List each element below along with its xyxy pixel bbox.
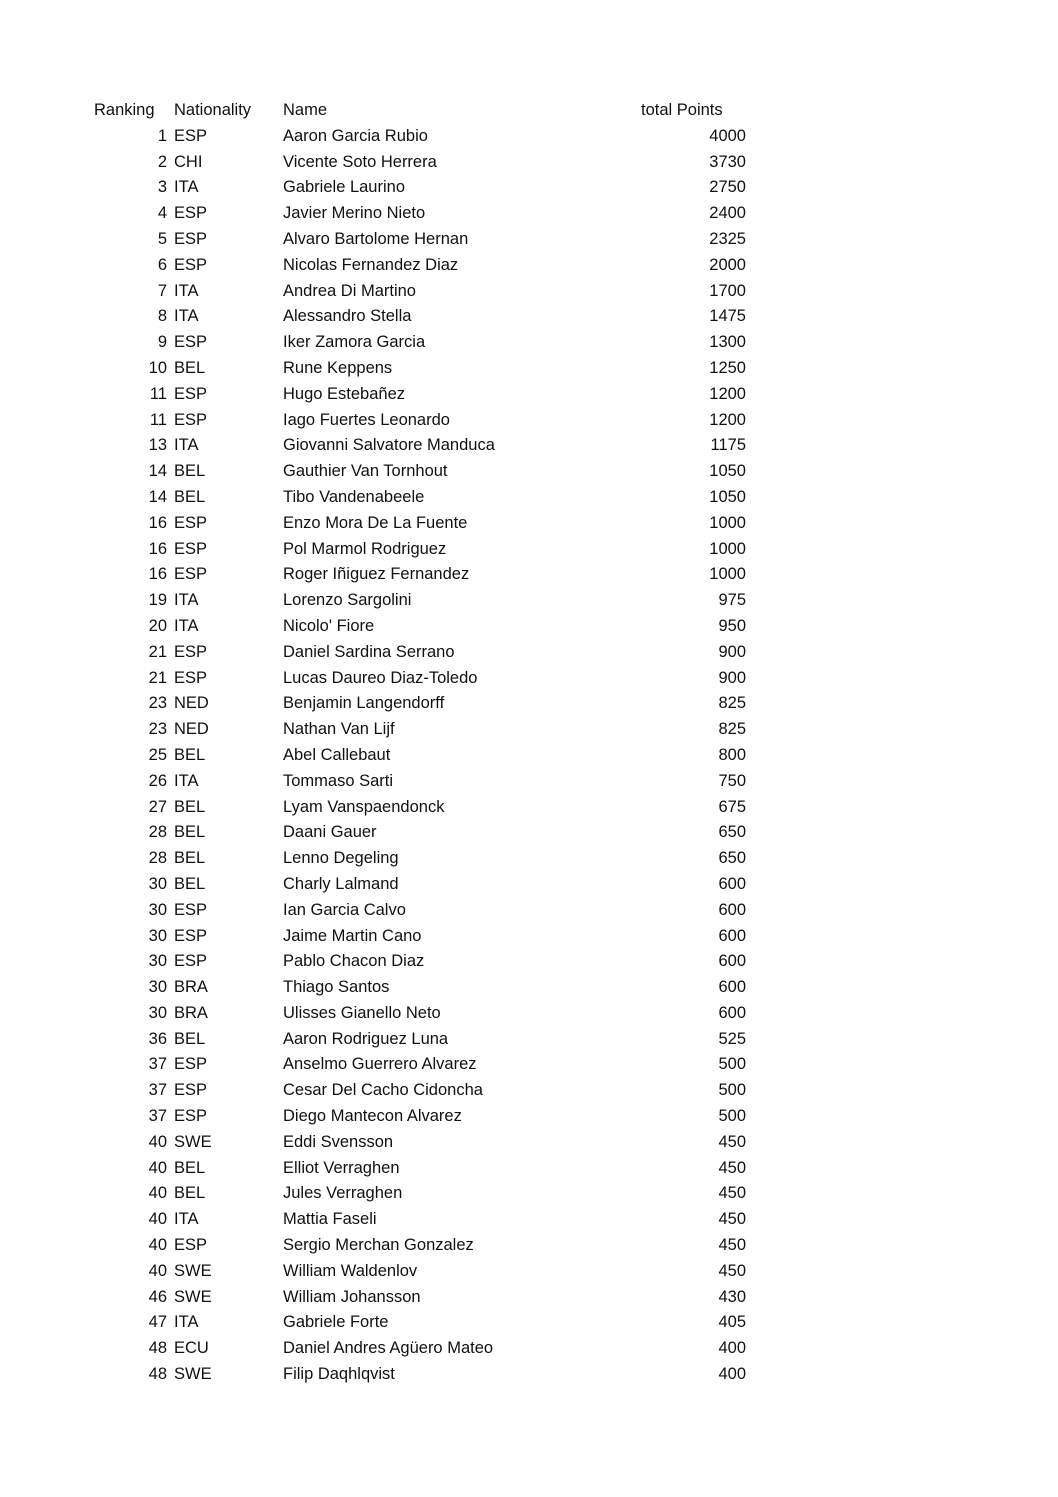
points-cell: 1700 <box>709 281 746 300</box>
nationality-cell: ESP <box>174 565 208 584</box>
table-row <box>0 408 1058 434</box>
ranking-cell: 23 <box>148 694 167 713</box>
table-row <box>0 356 1058 382</box>
name-cell: Sergio Merchan Gonzalez <box>283 1236 474 1255</box>
table-row <box>0 1259 1058 1285</box>
nationality-cell: ESP <box>174 668 208 687</box>
ranking-cell: 40 <box>148 1261 167 1280</box>
points-cell: 600 <box>718 1003 746 1022</box>
nationality-cell: BEL <box>174 797 206 816</box>
points-cell: 800 <box>718 745 746 764</box>
points-cell: 1050 <box>709 487 746 506</box>
header-nationality: Nationality <box>174 101 252 119</box>
nationality-cell: ESP <box>174 513 208 532</box>
nationality-cell: ESP <box>174 642 208 661</box>
table-row <box>0 1130 1058 1156</box>
ranking-cell: 10 <box>148 358 167 377</box>
nationality-cell: BEL <box>174 358 206 377</box>
points-cell: 2325 <box>709 229 746 248</box>
points-cell: 900 <box>718 668 746 687</box>
points-cell: 1000 <box>709 539 746 558</box>
ranking-cell: 40 <box>148 1158 167 1177</box>
table-body <box>0 124 1058 1388</box>
table-row <box>0 1052 1058 1078</box>
points-cell: 1300 <box>709 333 746 352</box>
ranking-cell: 27 <box>148 797 167 816</box>
name-cell: Gabriele Laurino <box>283 178 405 197</box>
nationality-cell: BEL <box>174 1029 206 1048</box>
nationality-cell: ESP <box>174 900 208 919</box>
ranking-cell: 28 <box>148 823 167 842</box>
nationality-cell: ITA <box>174 1313 199 1332</box>
table-row <box>0 124 1058 150</box>
ranking-cell: 37 <box>148 1081 167 1100</box>
name-cell: Nicolas Fernandez Diaz <box>283 255 459 274</box>
table-row <box>0 1336 1058 1362</box>
nationality-cell: BRA <box>174 1003 208 1022</box>
points-cell: 525 <box>718 1029 746 1048</box>
table-row <box>0 304 1058 330</box>
nationality-cell: BEL <box>174 1184 206 1203</box>
name-cell: Daani Gauer <box>283 823 377 842</box>
ranking-cell: 9 <box>157 333 167 352</box>
points-cell: 1000 <box>709 565 746 584</box>
name-cell: Jules Verraghen <box>283 1184 403 1203</box>
table-row <box>0 846 1058 872</box>
nationality-cell: ESP <box>174 126 208 145</box>
table-row <box>0 330 1058 356</box>
points-cell: 1200 <box>709 384 746 403</box>
ranking-cell: 21 <box>148 642 167 661</box>
points-cell: 600 <box>718 952 746 971</box>
table-row <box>0 1207 1058 1233</box>
table-row <box>0 588 1058 614</box>
nationality-cell: SWE <box>174 1132 212 1151</box>
points-cell: 750 <box>718 771 746 790</box>
ranking-cell: 36 <box>148 1029 167 1048</box>
nationality-cell: ESP <box>174 1055 208 1074</box>
ranking-cell: 14 <box>148 462 167 481</box>
points-cell: 4000 <box>709 126 746 145</box>
points-cell: 450 <box>718 1132 746 1151</box>
name-cell: Elliot Verraghen <box>283 1158 400 1177</box>
table-row <box>0 175 1058 201</box>
nationality-cell: ESP <box>174 539 208 558</box>
points-cell: 600 <box>718 978 746 997</box>
name-cell: Tommaso Sarti <box>283 771 394 790</box>
points-cell: 450 <box>718 1236 746 1255</box>
ranking-cell: 30 <box>148 978 167 997</box>
points-cell: 400 <box>718 1365 746 1384</box>
table-row <box>0 485 1058 511</box>
name-cell: Filip Daqhlqvist <box>283 1365 395 1384</box>
name-cell: Lorenzo Sargolini <box>283 591 412 610</box>
table-row <box>0 949 1058 975</box>
points-cell: 975 <box>718 591 746 610</box>
points-cell: 825 <box>718 694 746 713</box>
ranking-cell: 19 <box>148 591 167 610</box>
name-cell: Eddi Svensson <box>283 1132 394 1151</box>
nationality-cell: BRA <box>174 978 208 997</box>
nationality-cell: ESP <box>174 255 208 274</box>
table-row <box>0 1078 1058 1104</box>
table-row <box>0 795 1058 821</box>
points-cell: 450 <box>718 1184 746 1203</box>
ranking-cell: 30 <box>148 874 167 893</box>
name-cell: Roger Iñiguez Fernandez <box>283 565 470 584</box>
name-cell: Pablo Chacon Diaz <box>283 952 425 971</box>
name-cell: Nathan Van Lijf <box>283 720 395 739</box>
nationality-cell: ESP <box>174 1107 208 1126</box>
table-row <box>0 975 1058 1001</box>
nationality-cell: ESP <box>174 384 208 403</box>
table-row <box>0 691 1058 717</box>
ranking-cell: 40 <box>148 1132 167 1151</box>
nationality-cell: ITA <box>174 436 199 455</box>
header-total-points: total Points <box>641 101 723 119</box>
points-cell: 825 <box>718 720 746 739</box>
nationality-cell: BEL <box>174 823 206 842</box>
name-cell: Cesar Del Cacho Cidoncha <box>283 1081 483 1100</box>
points-cell: 3730 <box>709 152 746 171</box>
name-cell: Nicolo' Fiore <box>283 616 375 635</box>
nationality-cell: ITA <box>174 178 199 197</box>
name-cell: Charly Lalmand <box>283 874 399 893</box>
points-cell: 600 <box>718 874 746 893</box>
ranking-cell: 40 <box>148 1184 167 1203</box>
points-cell: 2750 <box>709 178 746 197</box>
table-row <box>0 1104 1058 1130</box>
table-row <box>0 1285 1058 1311</box>
ranking-cell: 26 <box>148 771 167 790</box>
table-row <box>0 1001 1058 1027</box>
points-cell: 1175 <box>710 436 746 455</box>
points-cell: 405 <box>718 1313 746 1332</box>
points-cell: 450 <box>718 1210 746 1229</box>
table-row <box>0 382 1058 408</box>
table-row <box>0 433 1058 459</box>
name-cell: Diego Mantecon Alvarez <box>283 1107 462 1126</box>
table-row <box>0 459 1058 485</box>
nationality-cell: ESP <box>174 410 208 429</box>
name-cell: Daniel Sardina Serrano <box>283 642 455 661</box>
name-cell: Jaime Martin Cano <box>283 926 422 945</box>
nationality-cell: ESP <box>174 229 208 248</box>
ranking-cell: 1 <box>157 126 167 145</box>
name-cell: Aaron Garcia Rubio <box>283 126 428 145</box>
nationality-cell: ITA <box>174 616 199 635</box>
name-cell: Thiago Santos <box>283 978 390 997</box>
ranking-cell: 37 <box>148 1107 167 1126</box>
nationality-cell: ESP <box>174 204 208 223</box>
ranking-cell: 3 <box>157 178 167 197</box>
table-row <box>0 614 1058 640</box>
name-cell: Javier Merino Nieto <box>283 204 426 223</box>
table-row <box>0 820 1058 846</box>
name-cell: Pol Marmol Rodriguez <box>283 539 447 558</box>
points-cell: 450 <box>718 1158 746 1177</box>
ranking-cell: 48 <box>148 1339 167 1358</box>
table-row <box>0 717 1058 743</box>
name-cell: Mattia Faseli <box>283 1210 377 1229</box>
table-row <box>0 1156 1058 1182</box>
points-cell: 650 <box>718 823 746 842</box>
ranking-cell: 6 <box>157 255 167 274</box>
ranking-cell: 16 <box>148 513 167 532</box>
nationality-cell: ESP <box>174 952 208 971</box>
nationality-cell: NED <box>174 720 209 739</box>
points-cell: 1050 <box>709 462 746 481</box>
table-row <box>0 201 1058 227</box>
ranking-table <box>0 98 1058 1388</box>
nationality-cell: ITA <box>174 307 199 326</box>
table-header <box>0 98 1058 124</box>
points-cell: 500 <box>718 1107 746 1126</box>
ranking-cell: 8 <box>157 307 167 326</box>
name-cell: Anselmo Guerrero Alvarez <box>283 1055 477 1074</box>
name-cell: Andrea Di Martino <box>283 281 416 300</box>
name-cell: Tibo Vandenabeele <box>283 487 425 506</box>
points-cell: 450 <box>718 1261 746 1280</box>
points-cell: 400 <box>718 1339 746 1358</box>
name-cell: Iker Zamora Garcia <box>283 333 426 352</box>
ranking-cell: 30 <box>148 1003 167 1022</box>
nationality-cell: BEL <box>174 745 206 764</box>
nationality-cell: ESP <box>174 926 208 945</box>
nationality-cell: ESP <box>174 333 208 352</box>
name-cell: Aaron Rodriguez Luna <box>283 1029 449 1048</box>
table-row <box>0 562 1058 588</box>
ranking-cell: 14 <box>148 487 167 506</box>
ranking-cell: 11 <box>149 384 167 403</box>
ranking-cell: 16 <box>148 565 167 584</box>
name-cell: Lucas Daureo Diaz-Toledo <box>283 668 478 687</box>
nationality-cell: BEL <box>174 462 206 481</box>
nationality-cell: ITA <box>174 771 199 790</box>
nationality-cell: SWE <box>174 1365 212 1384</box>
name-cell: Ian Garcia Calvo <box>283 900 406 919</box>
nationality-cell: CHI <box>174 152 203 171</box>
name-cell: Abel Callebaut <box>283 745 391 764</box>
header-ranking: Ranking <box>94 101 155 119</box>
name-cell: Alvaro Bartolome Hernan <box>283 229 469 248</box>
table-row <box>0 1233 1058 1259</box>
table-row <box>0 227 1058 253</box>
name-cell: William Johansson <box>283 1287 421 1306</box>
name-cell: Lenno Degeling <box>283 849 399 868</box>
name-cell: Enzo Mora De La Fuente <box>283 513 468 532</box>
name-cell: Hugo Estebañez <box>283 384 406 403</box>
ranking-cell: 23 <box>148 720 167 739</box>
name-cell: Gabriele Forte <box>283 1313 389 1332</box>
ranking-cell: 40 <box>148 1236 167 1255</box>
points-cell: 950 <box>718 616 746 635</box>
table-row <box>0 279 1058 305</box>
table-row <box>0 872 1058 898</box>
nationality-cell: BEL <box>174 874 206 893</box>
points-cell: 500 <box>718 1081 746 1100</box>
nationality-cell: ECU <box>174 1339 209 1358</box>
name-cell: Rune Keppens <box>283 358 393 377</box>
table-row <box>0 1027 1058 1053</box>
nationality-cell: ESP <box>174 1236 208 1255</box>
ranking-cell: 7 <box>157 281 167 300</box>
table-row <box>0 1181 1058 1207</box>
points-cell: 2000 <box>709 255 746 274</box>
points-cell: 2400 <box>709 204 746 223</box>
ranking-cell: 20 <box>148 616 167 635</box>
ranking-cell: 37 <box>148 1055 167 1074</box>
ranking-cell: 30 <box>148 926 167 945</box>
points-cell: 1000 <box>709 513 746 532</box>
name-cell: Vicente Soto Herrera <box>283 152 437 171</box>
name-cell: Alessandro Stella <box>283 307 412 326</box>
table-row <box>0 150 1058 176</box>
name-cell: Lyam Vanspaendonck <box>283 797 445 816</box>
ranking-cell: 13 <box>148 436 167 455</box>
nationality-cell: SWE <box>174 1261 212 1280</box>
ranking-cell: 21 <box>148 668 167 687</box>
points-cell: 500 <box>718 1055 746 1074</box>
points-cell: 430 <box>718 1287 746 1306</box>
name-cell: Gauthier Van Tornhout <box>283 462 448 481</box>
nationality-cell: BEL <box>174 487 206 506</box>
name-cell: Ulisses Gianello Neto <box>283 1003 441 1022</box>
table-row <box>0 743 1058 769</box>
name-cell: Benjamin Langendorff <box>283 694 445 713</box>
table-row <box>0 253 1058 279</box>
header-name: Name <box>283 101 328 119</box>
nationality-cell: ITA <box>174 591 199 610</box>
points-cell: 600 <box>718 900 746 919</box>
points-cell: 600 <box>718 926 746 945</box>
ranking-cell: 28 <box>148 849 167 868</box>
ranking-cell: 30 <box>148 900 167 919</box>
ranking-cell: 40 <box>148 1210 167 1229</box>
nationality-cell: BEL <box>174 1158 206 1177</box>
table-row <box>0 511 1058 537</box>
ranking-cell: 25 <box>148 745 167 764</box>
table-row <box>0 924 1058 950</box>
points-cell: 650 <box>718 849 746 868</box>
ranking-cell: 47 <box>148 1313 167 1332</box>
nationality-cell: ESP <box>174 1081 208 1100</box>
ranking-cell: 16 <box>148 539 167 558</box>
points-cell: 1475 <box>709 307 746 326</box>
name-cell: William Waldenlov <box>283 1261 418 1280</box>
ranking-cell: 46 <box>148 1287 167 1306</box>
points-cell: 900 <box>718 642 746 661</box>
name-cell: Giovanni Salvatore Manduca <box>283 436 495 455</box>
table-row <box>0 898 1058 924</box>
nationality-cell: ITA <box>174 1210 199 1229</box>
points-cell: 675 <box>718 797 746 816</box>
name-cell: Daniel Andres Agüero Mateo <box>283 1339 494 1358</box>
table-row <box>0 666 1058 692</box>
points-cell: 1250 <box>709 358 746 377</box>
nationality-cell: SWE <box>174 1287 212 1306</box>
nationality-cell: BEL <box>174 849 206 868</box>
ranking-cell: 30 <box>148 952 167 971</box>
nationality-cell: NED <box>174 694 209 713</box>
name-cell: Iago Fuertes Leonardo <box>283 410 450 429</box>
nationality-cell: ITA <box>174 281 199 300</box>
points-cell: 1200 <box>709 410 746 429</box>
ranking-cell: 4 <box>157 204 167 223</box>
table-row <box>0 1310 1058 1336</box>
table-row <box>0 1362 1058 1388</box>
table-row <box>0 537 1058 563</box>
ranking-cell: 48 <box>148 1365 167 1384</box>
ranking-cell: 11 <box>149 410 167 429</box>
table-row <box>0 640 1058 666</box>
ranking-cell: 2 <box>157 152 167 171</box>
ranking-cell: 5 <box>157 229 167 248</box>
table-row <box>0 769 1058 795</box>
